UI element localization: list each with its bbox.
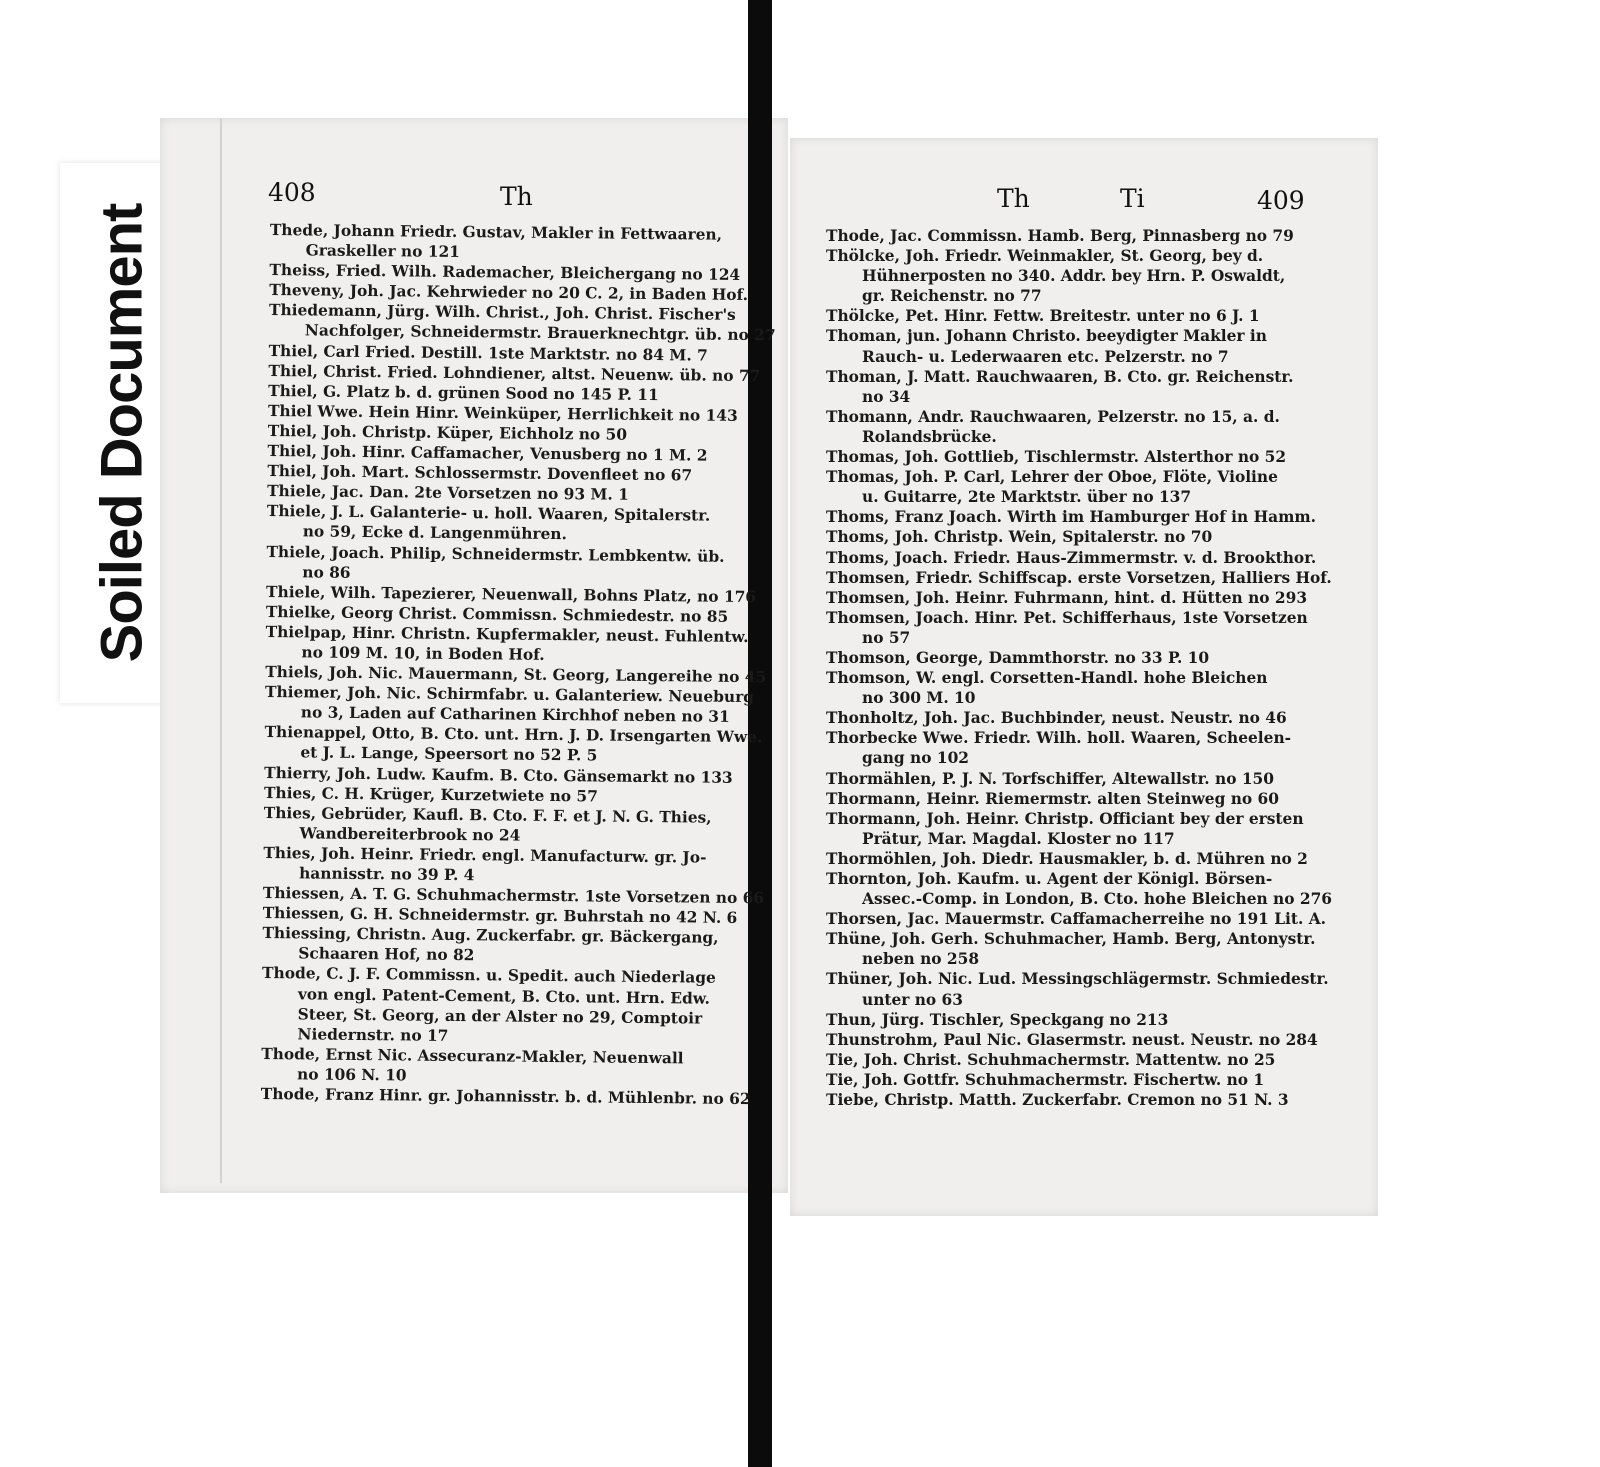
entry-line: Thomson, George, Dammthorstr. no 33 P. 10 bbox=[826, 648, 1210, 667]
left-page-number: 408 bbox=[268, 178, 316, 207]
entry-line: Thormöhlen, Joh. Diedr. Hausmakler, b. d. Mühren no 2 bbox=[826, 849, 1308, 868]
entry-line: Thiessing, Christn. Aug. Zuckerfabr. gr. Bäckergang, bbox=[262, 924, 719, 948]
entry-line: Thode, Franz Hinr. gr. Johannisstr. b. d. Mühlenbr. no 62 bbox=[260, 1084, 751, 1109]
entry-continuation-line: Hühnerposten no 340. Addr. bey Hrn. P. Oswaldt, bbox=[862, 267, 1286, 286]
directory-entry bbox=[265, 682, 775, 728]
entry-line: Thiel, G. Platz b. d. grünen Sood no 145 P. 11 bbox=[268, 381, 659, 404]
entry-line: Theiss, Fried. Wilh. Rademacher, Bleichergang no 124 bbox=[269, 261, 741, 285]
entry-line: Thoms, Joach. Friedr. Haus-Zimmermstr. v. d. Brookthor. bbox=[826, 548, 1317, 567]
entry-line: Thode, Jac. Commissn. Hamb. Berg, Pinnasberg no 79 bbox=[826, 227, 1294, 245]
directory-entry bbox=[826, 1010, 1331, 1030]
directory-entry bbox=[826, 909, 1331, 929]
entry-line: Thiel Wwe. Hein Hinr. Weinküper, Herrlichkeit no 143 bbox=[267, 401, 738, 425]
entry-line: Thiele, Jac. Dan. 2te Vorsetzen no 93 M. 1 bbox=[267, 482, 630, 504]
entry-line: Thiels, Joh. Nic. Mauermann, St. Georg, Langereihe no 45 bbox=[265, 663, 767, 687]
entry-continuation-line: Wandbereiterbrook no 24 bbox=[299, 824, 521, 845]
directory-entry bbox=[826, 467, 1331, 507]
entry-line: Thormann, Heinr. Riemermstr. alten Steinweg no 60 bbox=[826, 789, 1279, 808]
directory-entry bbox=[826, 246, 1331, 306]
entry-continuation-line: unter no 63 bbox=[862, 990, 963, 1009]
entry-continuation-line: Assec.-Comp. in London, B. Cto. hohe Bleichen no 276 bbox=[862, 890, 1332, 909]
entry-continuation-line: u. Guitarre, 2te Marktstr. über no 137 bbox=[862, 488, 1192, 507]
directory-entry bbox=[264, 722, 774, 768]
entry-continuation-line: Steer, St. Georg, an der Alster no 29, Comptoir bbox=[297, 1004, 703, 1028]
entry-line: Thoman, J. Matt. Rauchwaaren, B. Cto. gr. Reichenstr. bbox=[826, 367, 1294, 386]
directory-entry bbox=[826, 608, 1331, 648]
directory-entry bbox=[263, 803, 773, 849]
left-page-edge-line bbox=[220, 118, 222, 1183]
entry-continuation-line: no 34 bbox=[862, 387, 911, 406]
directory-entry bbox=[826, 668, 1331, 708]
directory-entry bbox=[826, 1090, 1331, 1110]
entry-line: Thomsen, Joh. Heinr. Fuhrmann, hint. d. Hütten no 293 bbox=[826, 588, 1308, 607]
directory-entry bbox=[826, 588, 1331, 608]
directory-entry bbox=[826, 306, 1331, 326]
entry-continuation-line: neben no 258 bbox=[862, 950, 980, 969]
right-running-head-th: Th bbox=[997, 184, 1030, 213]
entry-line: Thiemer, Joh. Nic. Schirmfabr. u. Galanteriew. Neueburg bbox=[264, 683, 755, 707]
entry-line: Thomson, W. engl. Corsetten-Handl. hohe Bleichen bbox=[826, 669, 1268, 688]
entry-line: Thornton, Joh. Kaufm. u. Agent der Königl. Börsen- bbox=[826, 870, 1273, 888]
entry-continuation-line: Niedernstr. no 17 bbox=[297, 1025, 449, 1045]
entry-line: Thormann, Joh. Heinr. Christp. Officiant bey der ersten bbox=[826, 809, 1304, 828]
stamp-label: Soiled Document bbox=[89, 203, 155, 663]
entry-line: Thiel, Joh. Hinr. Caffamacher, Venusberg no 1 M. 2 bbox=[267, 442, 708, 465]
entry-line: Thede, Johann Friedr. Gustav, Makler in Fettwaaren, bbox=[269, 220, 723, 244]
entry-line: Thienappel, Otto, B. Cto. unt. Hrn. J. D. Irsengarten Wwe. bbox=[264, 723, 763, 747]
directory-entry bbox=[826, 1030, 1331, 1050]
entry-line: Thiel, Joh. Mart. Schlossermstr. Dovenfleet no 67 bbox=[267, 462, 693, 485]
directory-entry bbox=[262, 923, 772, 969]
directory-entry bbox=[826, 809, 1331, 849]
entry-line: Thüne, Joh. Gerh. Schuhmacher, Hamb. Berg, Antonystr. bbox=[826, 930, 1316, 949]
entry-line: Thierry, Joh. Ludw. Kaufm. B. Cto. Gänsemarkt no 133 bbox=[264, 763, 733, 787]
entry-continuation-line: gang no 102 bbox=[862, 749, 969, 768]
entry-line: Thomas, Joh. Gottlieb, Tischlermstr. Alsterthor no 52 bbox=[826, 448, 1287, 467]
directory-entry bbox=[265, 622, 775, 668]
directory-entry bbox=[826, 969, 1331, 1009]
directory-entry bbox=[826, 326, 1331, 366]
directory-entry bbox=[826, 849, 1331, 869]
directory-entry bbox=[267, 501, 777, 547]
directory-entry bbox=[826, 548, 1331, 568]
entry-line: Thiedemann, Jürg. Wilh. Christ., Joh. Christ. Fischer's bbox=[268, 301, 736, 325]
entry-line: Thiel, Carl Fried. Destill. 1ste Marktstr. no 84 M. 7 bbox=[268, 341, 708, 365]
entry-line: Thüner, Joh. Nic. Lud. Messingschlägermstr. Schmiedestr. bbox=[826, 970, 1329, 989]
entry-line: Theveny, Joh. Jac. Kehrwieder no 20 C. 2, in Baden Hof. bbox=[269, 281, 749, 305]
entry-line: Thorsen, Jac. Mauermstr. Caffamacherreihe no 191 Lit. A. bbox=[826, 910, 1327, 929]
entry-line: Thonholtz, Joh. Jac. Buchbinder, neust. Neustr. no 46 bbox=[826, 709, 1287, 728]
directory-entry bbox=[826, 648, 1331, 668]
right-running-head-ti: Ti bbox=[1120, 184, 1145, 213]
directory-entry bbox=[826, 789, 1331, 809]
entry-continuation-line: no 300 M. 10 bbox=[862, 689, 976, 708]
directory-entry bbox=[826, 226, 1331, 246]
entry-line: Thorbecke Wwe. Friedr. Wilh. holl. Waaren, Scheelen- bbox=[826, 729, 1292, 748]
entry-line: Thielke, Georg Christ. Commissn. Schmiedestr. no 85 bbox=[265, 602, 729, 626]
entry-continuation-line: Prätur, Mar. Magdal. Kloster no 117 bbox=[862, 829, 1175, 848]
entry-line: Thoms, Franz Joach. Wirth im Hamburger Hof in Hamm. bbox=[826, 508, 1317, 527]
entry-line: Thiele, Joach. Philip, Schneidermstr. Lembkentw. üb. bbox=[266, 542, 725, 566]
entry-continuation-line: von engl. Patent-Cement, B. Cto. unt. Hrn. Edw. bbox=[297, 984, 711, 1008]
entry-line: Thode, Ernst Nic. Assecuranz-Makler, Neuenwall bbox=[261, 1044, 684, 1068]
entry-line: Thomsen, Joach. Hinr. Pet. Schifferhaus, 1ste Vorsetzen bbox=[826, 608, 1308, 627]
entry-continuation-line: et J. L. Lange, Speersort no 52 P. 5 bbox=[300, 743, 598, 765]
entry-continuation-line: no 59, Ecke d. Langenmühren. bbox=[302, 522, 568, 544]
directory-entry bbox=[826, 769, 1331, 789]
entry-line: Thies, Joh. Heinr. Friedr. engl. Manufacturw. gr. Jo- bbox=[263, 843, 707, 867]
entry-line: Thiele, Wilh. Tapezierer, Neuenwall, Bohns Platz, no 176 bbox=[266, 582, 757, 606]
entry-continuation-line: Rolandsbrücke. bbox=[862, 427, 997, 446]
entry-line: Thies, Gebrüder, Kaufl. B. Cto. F. F. et J. N. G. Thies, bbox=[263, 803, 712, 827]
entry-continuation-line: no 3, Laden auf Catharinen Kirchhof neben no 31 bbox=[300, 703, 730, 727]
entry-line: Thiel, Christ. Fried. Lohndiener, altst. Neuenw. üb. no 77 bbox=[268, 361, 761, 385]
entry-continuation-line: no 109 M. 10, in Boden Hof. bbox=[301, 643, 545, 664]
entry-line: Thölcke, Joh. Friedr. Weinmakler, St. Georg, bey d. bbox=[826, 247, 1264, 266]
entry-line: Thomas, Joh. P. Carl, Lehrer der Oboe, Flöte, Violine bbox=[826, 468, 1278, 487]
directory-entry bbox=[826, 568, 1331, 588]
directory-entry bbox=[826, 367, 1331, 407]
directory-entry bbox=[826, 507, 1331, 527]
entry-line: Thoman, jun. Johann Christo. beeydigter Makler in bbox=[826, 327, 1267, 346]
entry-continuation-line: no 57 bbox=[862, 628, 911, 647]
directory-entry bbox=[261, 963, 772, 1049]
entry-line: Tie, Joh. Gottfr. Schuhmachermstr. Fischertw. no 1 bbox=[826, 1070, 1265, 1089]
right-directory-entries bbox=[826, 226, 1331, 1110]
directory-entry bbox=[826, 447, 1331, 467]
entry-continuation-line: no 86 bbox=[302, 562, 351, 582]
entry-line: Thun, Jürg. Tischler, Speckgang no 213 bbox=[826, 1010, 1169, 1029]
entry-continuation-line: hannisstr. no 39 P. 4 bbox=[299, 864, 475, 885]
directory-entry bbox=[826, 1070, 1331, 1090]
entry-line: Thode, C. J. F. Commissn. u. Spedit. auch Niederlage bbox=[262, 964, 716, 988]
entry-line: Thunstrohm, Paul Nic. Glasermstr. neust. Neustr. no 284 bbox=[826, 1030, 1318, 1049]
entry-continuation-line: Graskeller no 121 bbox=[305, 241, 461, 262]
directory-entry bbox=[263, 843, 773, 889]
directory-entry bbox=[270, 220, 780, 266]
directory-entry bbox=[826, 869, 1331, 909]
entry-line: Thiessen, A. T. G. Schuhmachermstr. 1ste Vorsetzen no 66 bbox=[262, 884, 765, 908]
left-running-head: Th bbox=[500, 182, 533, 211]
directory-entry bbox=[826, 407, 1331, 447]
directory-entry bbox=[826, 929, 1331, 969]
entry-line: Thölcke, Pet. Hinr. Fettw. Breitestr. unter no 6 J. 1 bbox=[826, 307, 1260, 326]
entry-line: Thomsen, Friedr. Schiffscap. erste Vorsetzen, Halliers Hof. bbox=[826, 568, 1332, 587]
entry-line: Thiele, J. L. Galanterie- u. holl. Waaren, Spitalerstr. bbox=[266, 502, 711, 525]
entry-continuation-line: Rauch- u. Lederwaaren etc. Pelzerstr. no 7 bbox=[862, 347, 1229, 366]
directory-entry bbox=[826, 728, 1331, 768]
directory-entry bbox=[826, 708, 1331, 728]
entry-continuation-line: Schaaren Hof, no 82 bbox=[298, 944, 475, 965]
entry-continuation-line: Nachfolger, Schneidermstr. Brauerknechtgr. üb. no 27 bbox=[304, 321, 776, 345]
entry-line: Thomann, Andr. Rauchwaaren, Pelzerstr. no 15, a. d. bbox=[826, 407, 1280, 426]
directory-entry bbox=[266, 541, 776, 587]
entry-line: Thielpap, Hinr. Christn. Kupfermakler, neust. Fuhlentw. bbox=[265, 622, 749, 646]
entry-line: Tiebe, Christp. Matth. Zuckerfabr. Cremon no 51 N. 3 bbox=[826, 1091, 1289, 1110]
entry-line: Thoms, Joh. Christp. Wein, Spitalerstr. no 70 bbox=[826, 528, 1213, 547]
entry-continuation-line: no 106 N. 10 bbox=[296, 1065, 407, 1085]
directory-entry bbox=[826, 1050, 1331, 1070]
entry-line: Thiel, Joh. Christp. Küper, Eichholz no 50 bbox=[267, 421, 628, 444]
directory-entry bbox=[261, 1044, 771, 1090]
entry-line: Thormählen, P. J. N. Torfschiffer, Altewallstr. no 150 bbox=[826, 769, 1274, 788]
entry-line: Thies, C. H. Krüger, Kurzetwiete no 57 bbox=[263, 783, 598, 806]
entry-line: Thiessen, G. H. Schneidermstr. gr. Buhrstah no 42 N. 6 bbox=[262, 904, 738, 928]
directory-entry bbox=[826, 527, 1331, 547]
left-directory-entries bbox=[261, 220, 780, 1109]
directory-entry bbox=[269, 300, 779, 346]
right-page-number: 409 bbox=[1257, 186, 1305, 215]
entry-line: Tie, Joh. Christ. Schuhmachermstr. Mattentw. no 25 bbox=[826, 1050, 1276, 1069]
entry-continuation-line: gr. Reichenstr. no 77 bbox=[862, 287, 1042, 306]
